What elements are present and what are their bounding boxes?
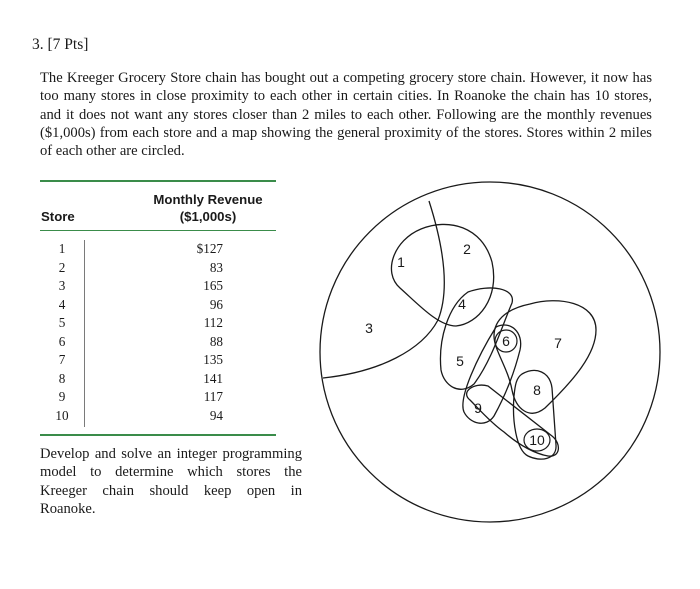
store-label-6: 6 xyxy=(502,333,510,349)
store-column-header: Store xyxy=(41,209,75,224)
store-cell: 3 xyxy=(58,278,66,293)
revenue-cell: 135 xyxy=(203,352,223,367)
store-label-4: 4 xyxy=(458,296,466,312)
revenue-cell: 83 xyxy=(209,259,223,275)
store-cell: 9 xyxy=(58,389,66,404)
store-label-9: 9 xyxy=(474,400,482,416)
revenue-cell: 112 xyxy=(203,315,223,330)
store-cell: 5 xyxy=(58,315,66,330)
problem-intro: The Kreeger Grocery Store chain has bought out a competing grocery store chain. However, it now has too many stores in close proximity to each other in certain cities. In Roanoke the chain has 10 stores, and it does not want any stores closer than 2 miles to each other. Following are the monthly revenues ($1,000s) from each store and a map showing the general proximity of the stores. Stores within 2 miles of each other are circled. xyxy=(40,70,652,160)
revenue-cell: 94 xyxy=(209,407,223,423)
store-cell: 4 xyxy=(58,296,66,312)
group-1-2-4-outline xyxy=(391,224,493,326)
store-label-8: 8 xyxy=(533,382,541,398)
store-label-5: 5 xyxy=(456,353,464,369)
store-cell: 8 xyxy=(58,370,66,386)
problem-heading: 3. [7 Pts] xyxy=(32,36,89,53)
store-label-7: 7 xyxy=(554,335,562,351)
store-cell: 1 xyxy=(58,241,66,256)
problem-closing: Develop and solve an integer programming model to determine which stores the Kreeger chain should keep open in Roanoke. xyxy=(40,446,302,517)
revenue-cell: $127 xyxy=(196,241,223,256)
revenue-cell: 88 xyxy=(209,333,223,349)
store-label-3: 3 xyxy=(365,320,373,336)
revenue-cell: 141 xyxy=(203,370,223,386)
revenue-cell: 117 xyxy=(203,389,223,404)
revenue-header-line2: ($1,000s) xyxy=(179,209,237,224)
store-cell: 6 xyxy=(58,333,66,349)
group-6-7-8-outline xyxy=(494,301,596,413)
revenue-cell: 96 xyxy=(209,296,223,312)
store-label-10: 10 xyxy=(529,432,545,448)
store-cell: 7 xyxy=(58,352,66,367)
store-cell: 10 xyxy=(55,407,69,423)
group-6-9-outline xyxy=(463,325,521,423)
revenue-header-line1: Monthly Revenue xyxy=(153,192,263,207)
store-cell: 2 xyxy=(58,259,66,275)
revenue-cell: 165 xyxy=(203,278,223,293)
store-label-2: 2 xyxy=(463,241,471,257)
city-boundary xyxy=(320,182,660,522)
store-label-1: 1 xyxy=(397,254,405,270)
